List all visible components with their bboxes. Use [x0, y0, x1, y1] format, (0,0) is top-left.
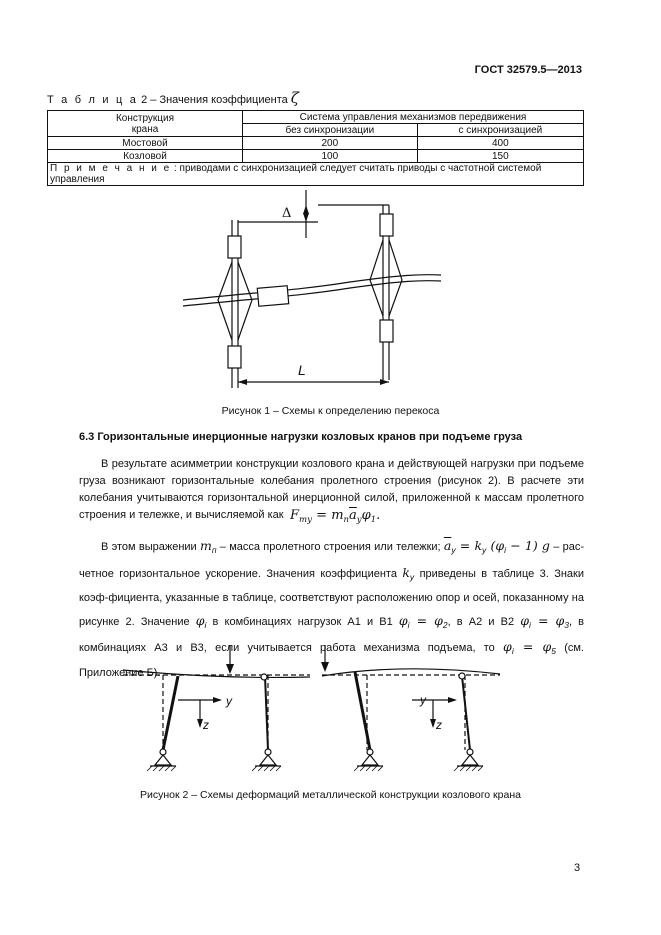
fig2-left-y-label: y [226, 694, 232, 708]
table-note-prefix: П р и м е ч а н и е [50, 163, 172, 174]
formula-rhs: = m [316, 508, 344, 523]
p2-c2-sub: i [529, 619, 531, 630]
p2-c2-eq-sub: 3 [564, 619, 569, 630]
fig2-right-y-label: y [420, 693, 426, 707]
p2-text: , в комбинациях А3 и В3, если учитывается работа механизма подъема, то [79, 615, 585, 654]
formula-lhs-sub: ту [299, 515, 313, 525]
p2-c2: φ [520, 612, 529, 628]
p2-text: – масса пролетного строения или тележки; [216, 541, 444, 553]
p2-c1: φ [398, 612, 408, 628]
p2-c3-eq: = φ [513, 639, 552, 654]
fig2-left-z-label: z [203, 718, 209, 732]
page-number: 3 [574, 862, 581, 874]
coefficient-table [47, 110, 584, 186]
p2-text: – рас-четное горизонтальное ускорение. Значения коэффициента [79, 541, 584, 580]
table-cell-value: 200 [243, 137, 418, 150]
p2-eq-tail: − 1) g [506, 538, 550, 553]
table-cell-value: 100 [243, 150, 418, 163]
p2-eq-phi-sub: i [504, 545, 507, 555]
p2-text: приведены в таблице 3. Знаки коэф-фициента, указанные в таблице, соответствуют расположению опор и осей, показанному на рисунке 2. Значение [79, 567, 584, 628]
table-header-control-system: Система управления механизмов передвижения [243, 111, 584, 124]
p2-m: m [199, 538, 212, 553]
p2-text: В этом выражении [101, 541, 200, 553]
formula-lhs: F [290, 508, 300, 523]
p2-text: , в А2 и В2 [447, 615, 521, 628]
formula-phi: φ [361, 508, 371, 523]
length-label: L [298, 362, 306, 378]
p2-eq-k-sub: y [482, 545, 487, 555]
p2-c1-eq: = φ [409, 612, 443, 628]
fig2-right-z-label: z [436, 718, 442, 732]
p2-c3-eq-sub: 5 [551, 646, 556, 656]
table-note [48, 163, 584, 186]
table-cell-name: Мостовой [48, 137, 243, 150]
paragraph-1: В результате асимметрии конструкции козлового крана и действующей нагрузки при подъеме груза возникают горизонтальные колебания пролетного строения (рисунок 2). В расчете эти колебания учитываются горизонтальной инерционной силой, приложенной к массам пролетного строения и тележке, и вычисляемой как [79, 458, 584, 521]
p2-eq-a-sub: y [451, 545, 456, 555]
p2-phi: φ [195, 612, 205, 628]
p2-c3-sub: i [511, 646, 514, 656]
p2-k-sub: y [409, 571, 415, 582]
table-note-text: : приводами с синхронизацией следует считать приводы с частотной системой управления [50, 163, 542, 185]
formula-sub-1: 1 [370, 515, 377, 525]
table-row [48, 137, 584, 150]
p2-c3: φ [503, 639, 512, 654]
table-subheader-sync: с синхронизацией [417, 124, 583, 137]
figure-2-caption: Рисунок 2 – Схемы деформаций металлической конструкции козлового крана [140, 789, 521, 801]
delta-label: Δ [282, 206, 292, 221]
document-code: ГОСТ 32579.5—2013 [474, 64, 582, 76]
p2-eq-a: $\overline{a}$ [443, 538, 452, 553]
table-header-crane-type: Конструкция крана [48, 111, 243, 137]
formula-end: . [376, 508, 381, 523]
p2-k: k [402, 564, 410, 580]
p2-eq-paren: (φ [486, 538, 505, 553]
p2-c1-eq-sub: 2 [442, 619, 448, 630]
table-caption-prefix: Т а б л и ц а [47, 94, 139, 106]
table-cell-value: 400 [417, 137, 583, 150]
p2-c1-sub: i [407, 619, 410, 630]
p2-c2-eq: = φ [530, 612, 565, 628]
section-heading: 6.3 Горизонтальные инерционные нагрузки козловых кранов при подъеме груза [79, 431, 523, 443]
formula-sub-y: y [356, 515, 362, 525]
p2-eq-mid: = k [455, 538, 483, 553]
table-caption [47, 89, 299, 107]
table-row [48, 150, 584, 163]
paragraph-2 [79, 535, 584, 684]
table-caption-text: 2 – Значения коэффициента [138, 94, 291, 106]
table-caption-symbol: ζ [290, 89, 299, 107]
figure-1-caption: Рисунок 1 – Схемы к определению перекоса [221, 405, 440, 417]
p2-m-sub: п [211, 545, 217, 555]
table-subheader-no-sync: без синхронизации [243, 124, 418, 137]
p2-text: (см. Приложение Б). [79, 642, 584, 679]
formula-sub-n: п [343, 515, 350, 525]
inertia-force-formula [290, 508, 380, 525]
formula-a: $\overline{a}$ [349, 508, 357, 523]
table-cell-name: Козловой [48, 150, 243, 163]
p2-phi-sub: i [204, 619, 207, 630]
p2-text: в комбинациях нагрузок А1 и В1 [206, 615, 399, 628]
table-cell-value: 150 [417, 150, 583, 163]
